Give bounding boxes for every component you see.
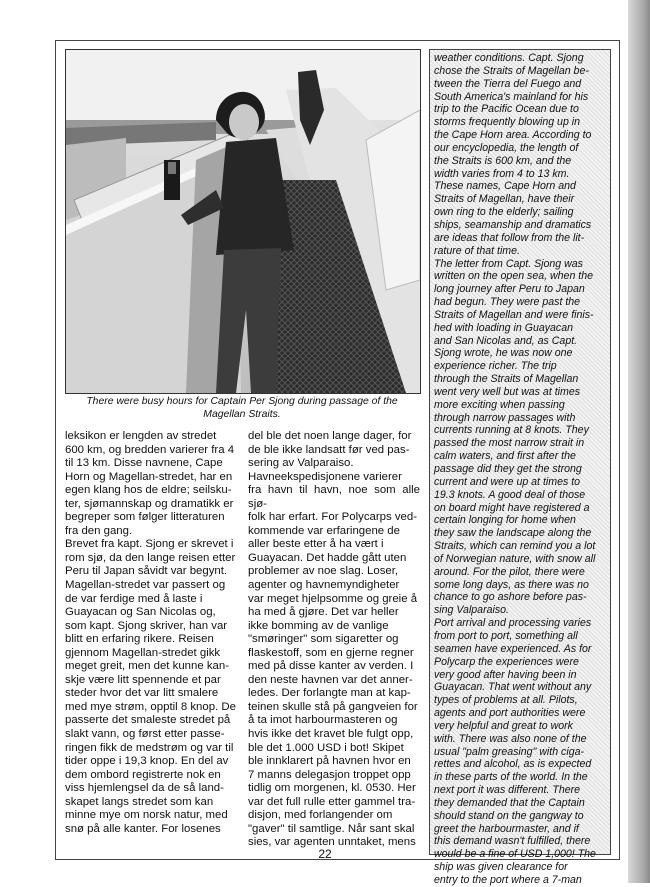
scan-edge-shadow <box>628 0 650 883</box>
captain-photo <box>65 49 421 394</box>
english-translation-text: weather conditions. Capt. Sjong chose the Straits of Magellan be- tween the Tierra del Fuego and South America's mainland for his trip to the Pacific Ocean due to storms frequently blowing up in the Cape Horn area. According to our encyclopedia, the length of the Straits is 600 km, and the width varies from 4 to 13 km. These names, Cape Horn and Straits of Magellan, have their own ring to the elderly; sailing ships, seamanship and dramatics are ideas that follow from the lit- rature of that time. The letter from Capt. Sjong was written on the open sea, when the long journey after Peru to Japan had begun. They were past the Straits of Magellan and were finis- hed with loading in Guayacan and San Nicolas and, as Capt. Sjong wrote, he was now one experience richer. The trip through the Straits of Magellan went very well but was at times more exciting when passing through narrow passages with currents running at 8 knots. They passed the most narrow strait in calm waters, and first after the passage did they get the strong current and were up at times to 19.3 knots. A good deal of those on board might have registered a certain longing for home when they saw the landscape along the Straits, which can remind you a lot of Norwegian nature, with snow all around. For the pilot, there were some long days, as there was no chance to go ashore before pas- sing Valparaiso. Port arrival and processing varies from port to port, something all seamen have experienced. As for Polycarp the experiences were very good after having been in Guayacan. That went without any types of problems at all. Pilots, agents and port authorities were very helpful and great to work with. There was also none of the usual "palm greasing" with ciga- rettes and alcohol, as is expected in these parts of the world. In the next port it was different. There they demanded that the Captain should stand on the gangway to greet the harbourmaster, and if this demand wasn't fulfilled, there would be a fine of USD 1,000! The ship was given clearance for entry to the port where a 7-man <box>434 52 596 886</box>
page-number: 22 <box>318 847 332 861</box>
english-translation-box <box>429 49 611 886</box>
article-column-2: del ble det noen lange dager, for de ble ikke landsatt før ved pas- sering av Valparaiso. Havneekspedisjonene varierer fra havn til havn, noe som alle sjø- folk har erfart. For Polycarps ved- kommende var erfaringene de aller beste etter å ha vært i Guayacan. Det hadde gått uten problemer av noe slag. Loser, agenter og havnemyndigheter var meget hjelpsomme og greie å ha med å gjøre. Det var heller ikke bomming av de vanlige "smøringer" som sigaretter og flaskestoff, som en gjerne regner med på disse kanter av verden. I den neste havnen var det anner- ledes. Der forlangte man at kap- teinen skulle stå på gangveien for å ta imot harbourmasteren og hvis ikke det kravet ble fulgt opp, ble det 1.000 USD i bot! Skipet ble innklarert på havnen hvor en 7 manns delegasjon troppet opp tidlig om morgenen, kl. 0530. Her var det full rulle etter gammel tra- disjon, med forlangender om "gaver" til samtlige. Når sant skal sies, var agenten unntaket, mens <box>248 430 420 849</box>
article-column-1: leksikon er lengden av stredet 600 km, og bredden varierer fra 4 til 13 km. Disse navnene, Cape Horn og Magellan-stredet, har en egen klang hos de eldre; seilsku- ter, sjømannskap og dramatikk er begreper som følger litteraturen fra den gang. Brevet fra kapt. Sjong er skrevet i rom sjø, da den lange reisen etter Peru til Japan såvidt var begynt. Magellan-stredet var passert og de var ferdige med å laste i Guayacan og San Nicolas og, som kapt. Sjong skriver, han var blitt en erfaring rikere. Reisen gjennom Magellan-stredet gikk meget greit, men det kunne kan- skje være litt spennende et par steder hvor det var litt smalere med mye strøm, opptil 8 knop. De passerte det smaleste stredet på slakt vann, og først etter passe- ringen fikk de medstrøm og var til tider oppe i 19,3 knop. En del av dem ombord registrerte nok en viss hjemlengsel da de så land- skapet langs stredet som kan minne mye om norsk natur, med snø på alle kanter. For losenes <box>65 430 236 835</box>
photo-caption: There were busy hours for Captain Per Sjong during passage of the Magellan Straits. <box>86 396 398 420</box>
